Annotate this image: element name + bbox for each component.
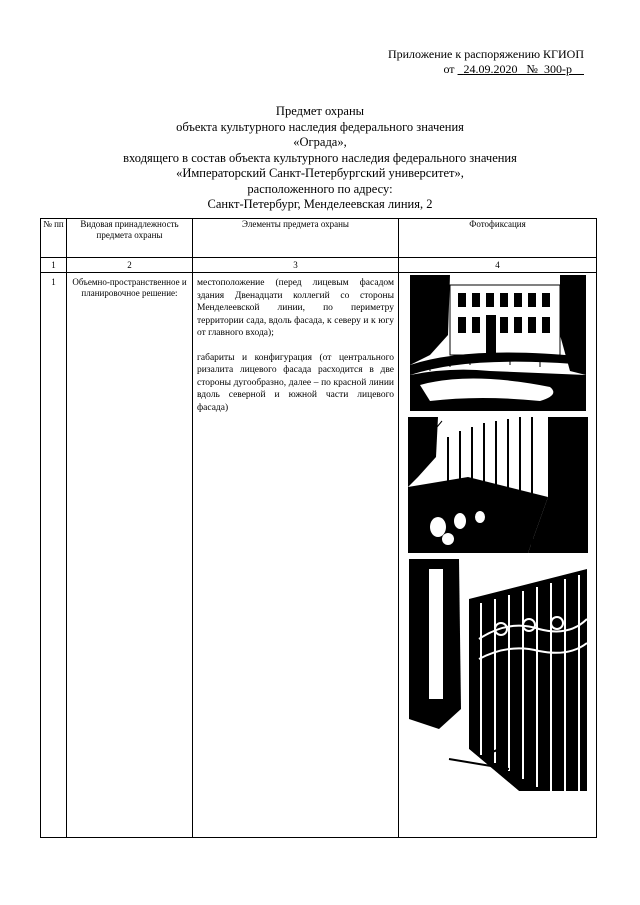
title-line-4: входящего в состав объекта культурного наследия федерального значения xyxy=(123,150,517,165)
header-num: № пп xyxy=(41,219,67,258)
title-line-2: объекта культурного наследия федерального значения xyxy=(176,119,464,134)
appendix-title: Приложение к распоряжению КГИОП xyxy=(387,47,584,61)
number-sign: № xyxy=(526,62,538,76)
column-number: 2 xyxy=(67,258,193,273)
title-line-6: расположенного по адресу: xyxy=(247,181,393,196)
appendix-date: 24.09.2020 xyxy=(463,62,518,76)
protection-table xyxy=(40,218,597,838)
row-photos xyxy=(399,273,597,838)
header-photo: Фотофиксация xyxy=(399,219,597,258)
from-label: от xyxy=(443,62,455,76)
element-dimensions: габариты и конфигурация (от центрального ризалита лицевого фасада расходится в две стороны дугообразно, далее – по красной линии вдоль северной и южной части лицевого фасада) xyxy=(197,352,394,413)
header-type: Видовая принадлежность предмета охраны xyxy=(67,219,193,258)
element-location: местоположение (перед лицевым фасадом здания Двенадцати коллегий со стороны Менделеевской линии, по периметру территории сада, вдоль фасада, к северу и к югу от главного входа); xyxy=(197,278,394,338)
row-number: 1 xyxy=(41,273,67,838)
column-number: 1 xyxy=(41,258,67,273)
photo-fence-perspective xyxy=(408,417,588,553)
photo-building-fence xyxy=(410,275,586,411)
appendix-date-number xyxy=(443,62,584,77)
column-number-row xyxy=(41,258,597,273)
column-number: 4 xyxy=(399,258,597,273)
title-line-1: Предмет охраны xyxy=(275,104,365,118)
row-elements xyxy=(193,273,399,838)
table-header-row xyxy=(41,219,597,258)
row-type: Объемно-пространственное и планировочное решение: xyxy=(67,273,193,838)
title-line-5: «Императорский Санкт-Петербургский университет», xyxy=(176,166,464,180)
table-row xyxy=(41,273,597,838)
document-title xyxy=(60,104,580,213)
title-line-3: «Ограда», xyxy=(293,135,347,149)
appendix-number: 300-р xyxy=(544,62,572,76)
column-number: 3 xyxy=(193,258,399,273)
appendix-header xyxy=(364,47,584,77)
header-elements: Элементы предмета охраны xyxy=(193,219,399,258)
title-line-7: Санкт-Петербург, Менделеевская линия, 2 xyxy=(207,197,433,211)
photo-fence-closeup xyxy=(409,559,587,791)
